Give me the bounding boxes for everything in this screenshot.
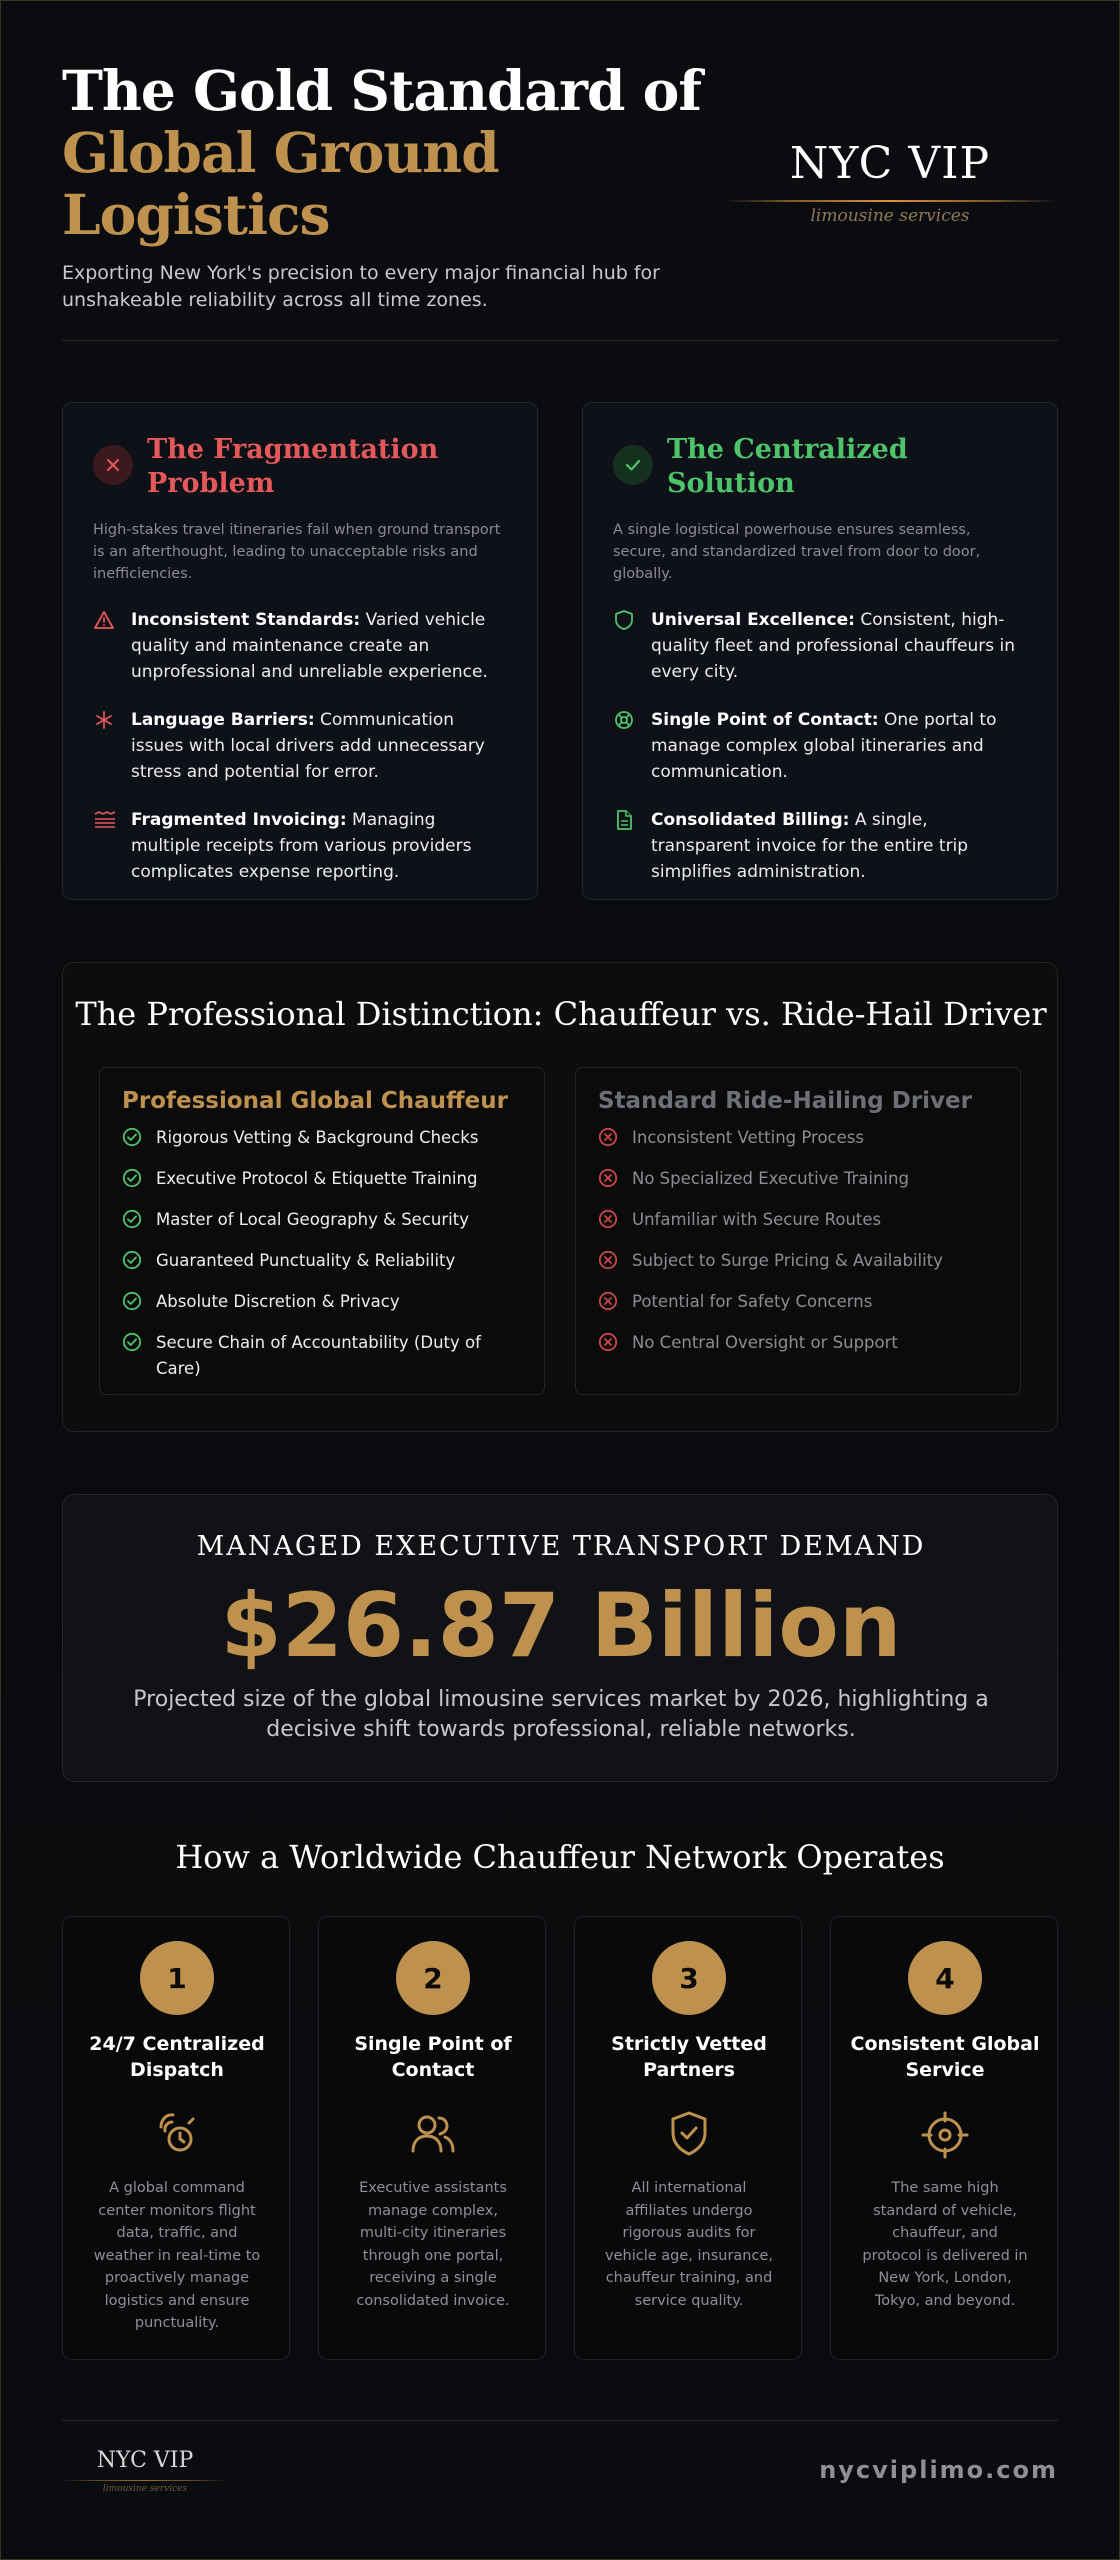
x-circle-icon <box>598 1291 620 1319</box>
problem-item-bold: Inconsistent Standards: <box>131 610 361 630</box>
demand-caption: Projected size of the global limousine services market by 2026, highlighting a decisive shift towards professional, reliable networks. <box>133 1687 989 1742</box>
demand-label: MANAGED EXECUTIVE TRANSPORT DEMAND <box>196 1531 926 1562</box>
step-title: 24/7 Centralized Dispatch <box>89 2033 265 2081</box>
step-card <box>574 1916 802 2360</box>
shield-icon <box>613 609 637 685</box>
list-item-text: Secure Chain of Accountability (Duty of Care) <box>156 1333 481 1378</box>
list-item-text: Subject to Surge Pricing & Availability <box>632 1251 943 1270</box>
list-item-text: Potential for Safety Concerns <box>632 1292 873 1311</box>
step-text: The same high standard of vehicle, chauffeur, and protocol is delivered in New York, London, Tokyo, and beyond. <box>862 2180 1028 2309</box>
step-text: All international affiliates undergo rigorous audits for vehicle age, insurance, chauffeur training, and service quality. <box>605 2180 773 2309</box>
problem-item <box>93 707 507 785</box>
chauffeur-item <box>122 1125 522 1155</box>
hero-section <box>62 60 702 314</box>
logo-tagline: limousine services <box>810 206 970 226</box>
asterisk-icon <box>93 709 117 785</box>
footer-logo-wordmark: NYC VIP <box>96 2448 194 2473</box>
check-icon <box>613 445 653 485</box>
hero-divider <box>62 340 1058 341</box>
check-circle-icon <box>122 1209 144 1237</box>
chauffeur-item <box>122 1248 522 1278</box>
list-item-text: Guaranteed Punctuality & Reliability <box>156 1251 456 1270</box>
problem-item-bold: Language Barriers: <box>131 710 315 730</box>
check-circle-icon <box>122 1332 144 1382</box>
step-card <box>62 1916 290 2360</box>
check-circle-icon <box>122 1127 144 1155</box>
hero-title-line1: The Gold Standard of <box>62 58 701 123</box>
chauffeur-item <box>122 1166 522 1196</box>
chauffeur-column <box>99 1067 545 1395</box>
list-item-text: Unfamiliar with Secure Routes <box>632 1210 882 1229</box>
problem-item <box>93 607 507 685</box>
step-card <box>318 1916 546 2360</box>
x-circle-icon <box>598 1250 620 1278</box>
solution-item-text: One portal to manage complex global itineraries and communication. <box>651 710 997 782</box>
hero-title-line3: Logistics <box>62 182 330 247</box>
footer-logo-divider <box>62 2480 228 2481</box>
chauffeur-item <box>122 1330 522 1382</box>
problem-title: The Fragmentation Problem <box>147 434 439 499</box>
step-title: Consistent Global Service <box>850 2033 1040 2081</box>
target-icon <box>915 2105 975 2165</box>
step-number: 2 <box>396 1941 470 2015</box>
solution-item-text: A single, transparent invoice for the entire trip simplifies administration. <box>651 810 969 882</box>
hero-title-line2: Global Ground <box>62 120 499 185</box>
check-circle-icon <box>122 1168 144 1196</box>
shield-check-icon <box>659 2105 719 2165</box>
step-number: 4 <box>908 1941 982 2015</box>
solution-item <box>613 707 1027 785</box>
footer-logo-tagline: limousine services <box>102 2484 188 2494</box>
problem-item <box>93 807 507 885</box>
problem-item-text: Managing multiple receipts from various providers complicates expense reporting. <box>131 810 472 882</box>
step-title: Single Point of Contact <box>354 2033 512 2081</box>
demand-section <box>62 1494 1058 1782</box>
close-icon <box>93 445 133 485</box>
logo-divider <box>722 200 1058 202</box>
list-item-text: Master of Local Geography & Security <box>156 1210 469 1229</box>
footer-divider <box>62 2420 1058 2421</box>
solution-card <box>582 402 1058 900</box>
hero-subtitle: Exporting New York's precision to every major financial hub for unshakeable reliability across all time zones. <box>62 262 660 311</box>
problem-item-text: Varied vehicle quality and maintenance create an unprofessional and unreliable experience. <box>131 610 488 682</box>
check-circle-icon <box>122 1291 144 1319</box>
step-text: A global command center monitors flight data, traffic, and weather in real-time to proactively manage logistics and ensure punctuality. <box>93 2180 261 2331</box>
ridehail-item <box>598 1289 998 1319</box>
solution-item-bold: Consolidated Billing: <box>651 810 850 830</box>
document-icon <box>613 809 637 885</box>
footer-logo <box>62 2448 228 2498</box>
solution-title: The Centralized Solution <box>667 434 908 499</box>
problem-card <box>62 402 538 900</box>
solution-item-bold: Universal Excellence: <box>651 610 855 630</box>
steps-title: How a Worldwide Chauffeur Network Operates <box>175 1838 945 1876</box>
x-circle-icon <box>598 1168 620 1196</box>
ridehail-heading: Standard Ride-Hailing Driver <box>598 1088 972 1114</box>
x-circle-icon <box>598 1127 620 1155</box>
list-item-text: Inconsistent Vetting Process <box>632 1128 864 1147</box>
list-item-text: Absolute Discretion & Privacy <box>156 1292 400 1311</box>
contact-icon <box>613 709 637 785</box>
list-item-text: No Central Oversight or Support <box>632 1333 898 1352</box>
x-circle-icon <box>598 1332 620 1360</box>
warning-icon <box>93 609 117 685</box>
brand-logo <box>722 138 1058 234</box>
list-item-text: Rigorous Vetting & Background Checks <box>156 1128 479 1147</box>
chauffeur-heading: Professional Global Chauffeur <box>122 1088 508 1114</box>
chauffeur-item <box>122 1207 522 1237</box>
check-circle-icon <box>122 1250 144 1278</box>
ridehail-item <box>598 1248 998 1278</box>
solution-item-text: Consistent, high-quality fleet and professional chauffeurs in every city. <box>651 610 1016 682</box>
ridehail-item <box>598 1330 998 1360</box>
problem-item-text: Communication issues with local drivers add unnecessary stress and potential for error. <box>131 710 485 782</box>
step-number: 3 <box>652 1941 726 2015</box>
hero-title <box>62 60 702 246</box>
distinction-title: The Professional Distinction: Chauffeur vs. Ride-Hail Driver <box>75 995 1047 1033</box>
list-item-text: No Specialized Executive Training <box>632 1169 909 1188</box>
ridehail-item <box>598 1125 998 1155</box>
solution-item-bold: Single Point of Contact: <box>651 710 879 730</box>
step-card <box>830 1916 1058 2360</box>
dispatch-icon <box>147 2105 207 2165</box>
problem-item-bold: Fragmented Invoicing: <box>131 810 347 830</box>
demand-value: $26.87 Billion <box>220 1574 902 1677</box>
distinction-section <box>62 962 1058 1432</box>
logo-wordmark: NYC VIP <box>789 138 991 189</box>
users-icon <box>403 2105 463 2165</box>
solution-item <box>613 807 1027 885</box>
step-text: Executive assistants manage complex, multi-city itineraries through one portal, receiving a single consolidated invoice. <box>356 2180 510 2309</box>
list-item-text: Executive Protocol & Etiquette Training <box>156 1169 478 1188</box>
problem-lede: High-stakes travel itineraries fail when ground transport is an afterthought, leading to unacceptable risks and inefficiencies. <box>93 522 501 582</box>
x-circle-icon <box>598 1209 620 1237</box>
ridehail-column <box>575 1067 1021 1395</box>
solution-item <box>613 607 1027 685</box>
step-title: Strictly Vetted Partners <box>611 2033 767 2081</box>
step-number: 1 <box>140 1941 214 2015</box>
ridehail-item <box>598 1166 998 1196</box>
chauffeur-item <box>122 1289 522 1319</box>
ridehail-item <box>598 1207 998 1237</box>
solution-lede: A single logistical powerhouse ensures seamless, secure, and standardized travel from door to door, globally. <box>613 522 981 582</box>
footer-site-link[interactable]: nycviplimo.com <box>819 2456 1058 2484</box>
receipts-icon <box>93 809 117 885</box>
